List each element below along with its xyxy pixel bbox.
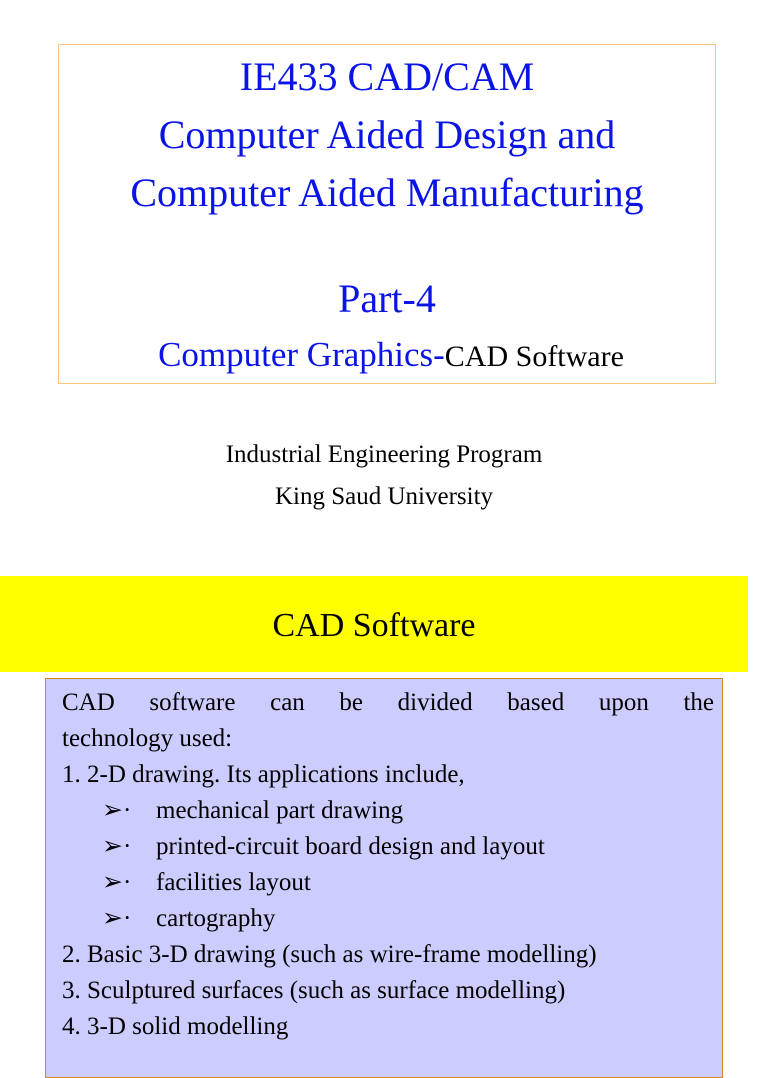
bullet-facilities-layout: ➢· facilities layout xyxy=(62,865,714,901)
slide-heading: CAD Software xyxy=(0,576,748,672)
course-title: IE433 CAD/CAM xyxy=(239,54,535,99)
list-item-2d-drawing: 1. 2-D drawing. Its applications include, xyxy=(62,761,465,788)
topic-main: Computer Graphics- xyxy=(158,335,445,374)
bullet-cartography: ➢· cartography xyxy=(62,901,714,937)
list-item-basic-3d: 2. Basic 3-D drawing (such as wire-frame modelling) xyxy=(62,941,597,968)
topic-title xyxy=(67,335,715,375)
list-item-solid-modelling: 4. 3-D solid modelling xyxy=(62,1013,289,1040)
content-box xyxy=(45,678,723,1078)
intro-line1: CAD software can be divided based upon the xyxy=(62,689,714,716)
bullet-arrow-icon: ➢· xyxy=(102,833,132,860)
affiliation-university: King Saud University xyxy=(274,483,494,510)
bullet-arrow-icon: ➢· xyxy=(102,905,132,932)
affiliation-program: Industrial Engineering Program xyxy=(225,441,543,468)
course-subtitle-line1: Computer Aided Design and xyxy=(158,112,616,157)
list-item-sculptured-surfaces: 3. Sculptured surfaces (such as surface modelling) xyxy=(62,977,566,1004)
title-box xyxy=(58,44,716,384)
part-label: Part-4 xyxy=(338,276,436,321)
bullet-mechanical-part-drawing: ➢· mechanical part drawing xyxy=(62,793,714,829)
bullet-arrow-icon: ➢· xyxy=(102,797,132,824)
course-subtitle-line2: Computer Aided Manufacturing xyxy=(130,170,644,215)
intro-line2: technology used: xyxy=(62,725,233,752)
bullet-arrow-icon: ➢· xyxy=(102,869,132,896)
topic-suffix: CAD Software xyxy=(444,340,624,373)
bullet-pcb-design: ➢· printed-circuit board design and layout xyxy=(62,829,714,865)
cad-software-slide xyxy=(0,576,768,1040)
